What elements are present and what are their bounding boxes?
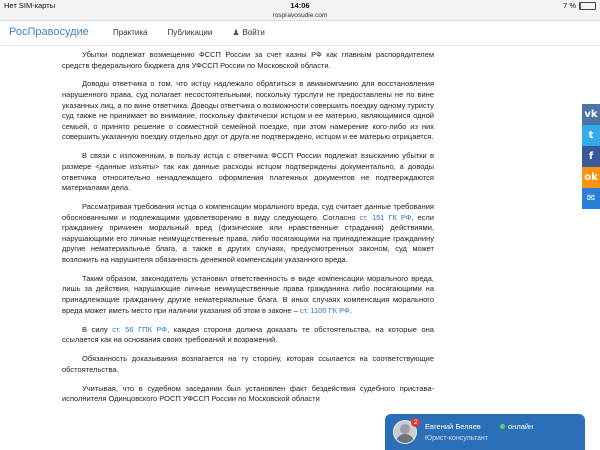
law-link-56[interactable]: ст. 56 ГПК РФ — [112, 324, 168, 334]
odnoklassniki-icon[interactable]: ok — [582, 167, 600, 188]
battery-indicator — [563, 0, 596, 11]
paragraph: Учитывая, что в судебном заседании был установлен факт бездействия судебного пристава-исполнителя Одинцовского РОСП УФССП России по Московской области — [62, 383, 434, 404]
login-label: Войти — [242, 28, 265, 37]
login-link[interactable] — [232, 28, 265, 37]
online-status — [500, 422, 533, 431]
law-link-151[interactable]: ст. 151 ГК РФ — [359, 212, 412, 222]
article-body — [62, 50, 434, 413]
facebook-icon[interactable]: f — [582, 146, 600, 167]
unread-badge: 2 — [411, 418, 420, 427]
status-bar — [0, 0, 600, 11]
battery-icon — [579, 2, 596, 10]
user-icon: ♟ — [232, 28, 240, 37]
social-share-bar — [582, 104, 600, 209]
paragraph-text: Рассматривая требования истца о компенсации морального вреда, суд считает данные требования обоснованными и подлежащими удовлетворению в виду следующего. Согласно — [62, 202, 434, 222]
carrier-label: Нет SIM-карты — [4, 1, 56, 10]
paragraph-text: . — [349, 305, 352, 315]
paragraph: Убытки подлежат возмещению ФССП России за счет казны РФ как главным распорядителем средств федерального бюджета для УФССП России по Московской области. — [62, 50, 434, 70]
paragraph: Обязанность доказывания возлагается на ту сторону, которая ссылается на соответствующие обстоятельства. — [62, 354, 434, 374]
paragraph — [62, 325, 434, 346]
battery-fill — [580, 3, 581, 9]
vk-icon[interactable]: vk — [582, 104, 600, 125]
online-dot-icon — [500, 424, 505, 429]
nav-publications[interactable]: Публикации — [167, 28, 213, 37]
email-icon[interactable]: ✉ — [582, 188, 600, 209]
paragraph-text: , если гражданину причинен моральный вред (физические или нравственные страдания) действиями, нарушающими его личные неимущественные права, либо посягающими на принадлежащие гражданину другие нематериальные блага, а также в других случаях, предусмотренных законом, суд может возложить на нарушителя обязанность денежной компенсации указанного вреда. — [62, 212, 434, 264]
paragraph — [62, 202, 434, 266]
law-link-1100[interactable]: ст. 1100 ГК РФ — [299, 305, 350, 315]
paragraph: В связи с изложенным, в пользу истца с ответчика ФССП России подлежат взысканию убытки в размере <данные изъяты> так как данные расходы истцом подтверждены документально, а доводы ответчика относительно ненадлежащего оформления платежных документов не подтверждаются материалами дела. — [62, 151, 434, 193]
paragraph-text: В силу — [82, 324, 113, 334]
avatar-head — [400, 424, 410, 434]
main-nav — [113, 28, 265, 37]
battery-percent: 7 % — [563, 1, 576, 10]
paragraph: Доводы ответчика о том, что истцу надлежало обратиться в авиакомпанию для восстановления нарушенного права, суд полагает несостоятельными, поскольку турслуги не предоставлены не по вине указанных лиц, а по вине ответчика. Доводы ответчика о возможности совершить поездку одному туристу суд также не принимает во внимание, поскольку фактически истцом и ее матерью, являющимися одной семьей, о принято решение о совместной семейной поездке, при этом намерение кого-либо из них совершить указанную поездку отдельно друг от друга не подтверждено, истцом и ее матерью отрицается. — [62, 79, 434, 142]
address-bar[interactable] — [0, 11, 600, 21]
consultant-role: Юрист-консультант — [425, 435, 488, 442]
paragraph-text: Таким образом, законодатель установил ответственность в виде компенсации морального вреда, лишь за действия, нарушающие личные неимущественные права гражданина либо посягающими на принадлежащие гражданину другие нематериальные блага. В иных случаях компенсация морального вреда может иметь место при наличии указания об этом в законе – — [62, 273, 434, 315]
site-logo[interactable]: РосПравосудие — [9, 26, 89, 38]
consultant-name: Евгений Беляев — [425, 422, 481, 431]
online-label: онлайн — [508, 422, 534, 431]
avatar-body — [396, 434, 414, 444]
url-text: rospravosudie.com — [272, 12, 328, 19]
paragraph — [62, 274, 434, 316]
site-header — [0, 21, 600, 46]
paragraph-text: , каждая сторона должна доказать те обстоятельства, на которые она ссылается как на основания своих требований и возражений. — [62, 324, 434, 345]
clock: 14:06 — [290, 1, 310, 10]
chat-widget[interactable] — [385, 414, 585, 450]
nav-practice[interactable]: Практика — [113, 28, 148, 37]
twitter-icon[interactable]: t — [582, 125, 600, 146]
